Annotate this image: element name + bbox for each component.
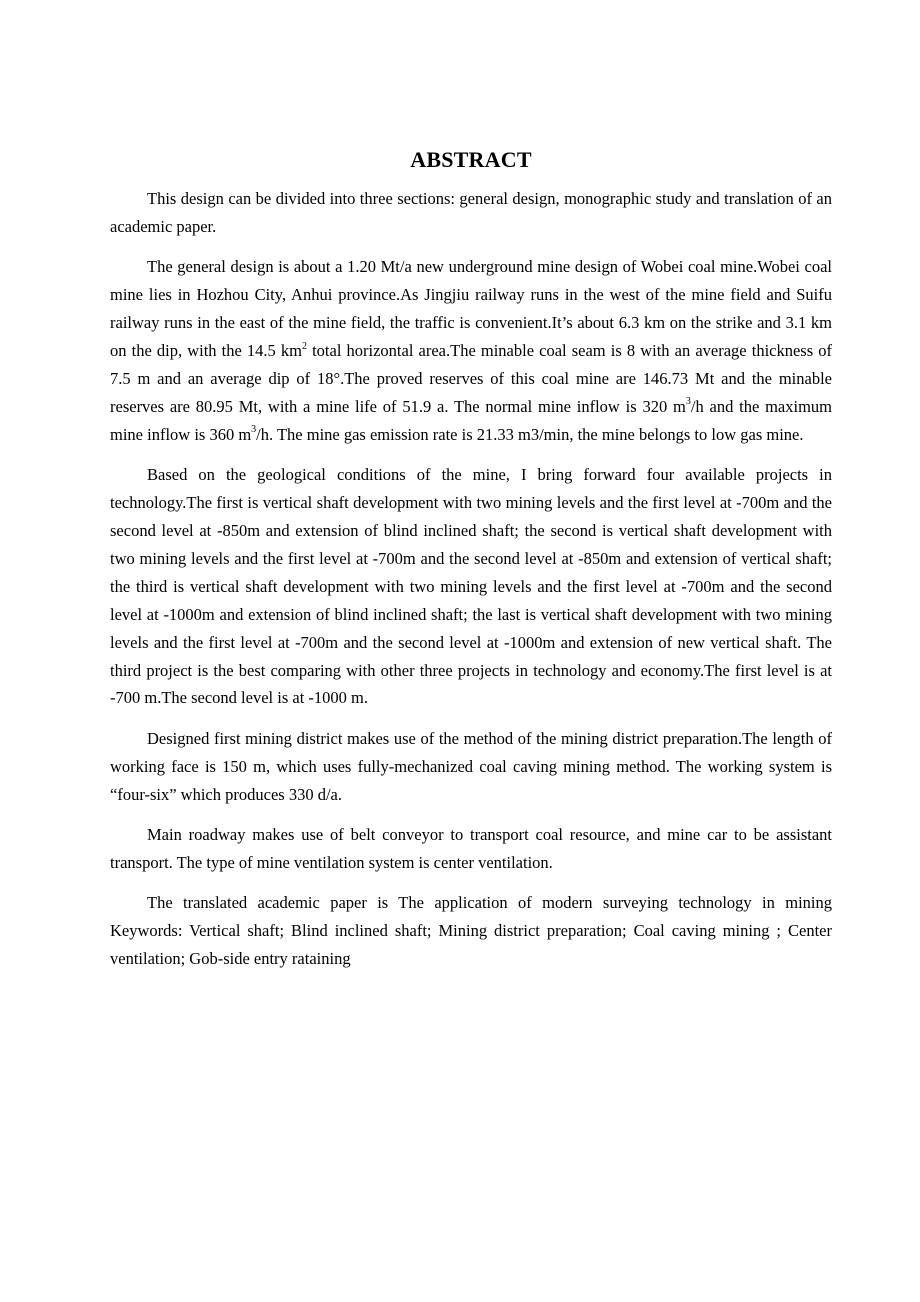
general-design-paragraph bbox=[110, 253, 832, 448]
mining-district-paragraph: Designed first mining district makes use of the method of the mining district preparation.The length of working face is 150 m, which uses fully-mechanized coal caving mining method. The working system is “four-six” which produces 330 d/a. bbox=[110, 728, 832, 804]
abstract-title: ABSTRACT bbox=[410, 147, 532, 172]
superscript-3b: 3 bbox=[251, 424, 257, 436]
superscript-3a: 3 bbox=[685, 396, 691, 408]
projects-paragraph: Based on the geological conditions of the mine, I bring forward four available projects in technology.The first is vertical shaft development with two mining levels and the first level at -700m and the second level at -850m and extension of blind inclined shaft; the second is vertical shaft development with two mining levels and the first level at -700m and the second level at -850m and extension of vertical shaft; the third is vertical shaft development with two mining levels and the first level at -700m and the second level at -1000m and extension of blind inclined shaft; the last is vertical shaft development with two mining levels and the first level at -700m and the second level at -1000m and extension of new vertical shaft. The third project is the best comparing with other three projects in technology and economy.The first level is at -700 m.The second level is at -1000 m. bbox=[110, 465, 832, 708]
general-design-text-4: /h. The mine gas emission rate is 21.33 m3/min, the mine belongs to low gas mine. bbox=[256, 424, 804, 444]
intro-paragraph: This design can be divided into three sections: general design, monographic study and translation of an academic paper. bbox=[110, 189, 832, 236]
general-design-text-2: total horizontal area.The minable coal seam is 8 with an average thickness of 7.5 m and an average dip of 18°.The proved reserves of this coal mine are 146.73 Mt and the minable reserves are 80.95 Mt, with a mine life of 51.9 a. The normal mine inflow is 320 m bbox=[110, 341, 832, 416]
translation-keywords-paragraph: The translated academic paper is The application of modern surveying technology in mining Keywords: Vertical shaft; Blind inclined shaft; Mining district preparation; Coal caving mining ; Center ventilation; Gob-side entry rataining bbox=[110, 893, 832, 969]
general-design-text-1: The general design is about a 1.20 Mt/a new underground mine design of Wobei coal mine.Wobei coal mine lies in Hozhou City, Anhui province.As Jingjiu railway runs in the west of the mine field and Suifu railway runs in the east of the mine field, the traffic is convenient.It’s about 6.3 km on the strike and 3.1 km on the dip, with the 14.5 km bbox=[110, 257, 832, 361]
general-design-text-3: /h and the maximum mine inflow is 360 m bbox=[110, 396, 833, 444]
transport-paragraph: Main roadway makes use of belt conveyor to transport coal resource, and mine car to be assistant transport. The type of mine ventilation system is center ventilation. bbox=[110, 825, 832, 872]
abstract-page bbox=[110, 146, 832, 986]
superscript-2: 2 bbox=[301, 340, 307, 352]
